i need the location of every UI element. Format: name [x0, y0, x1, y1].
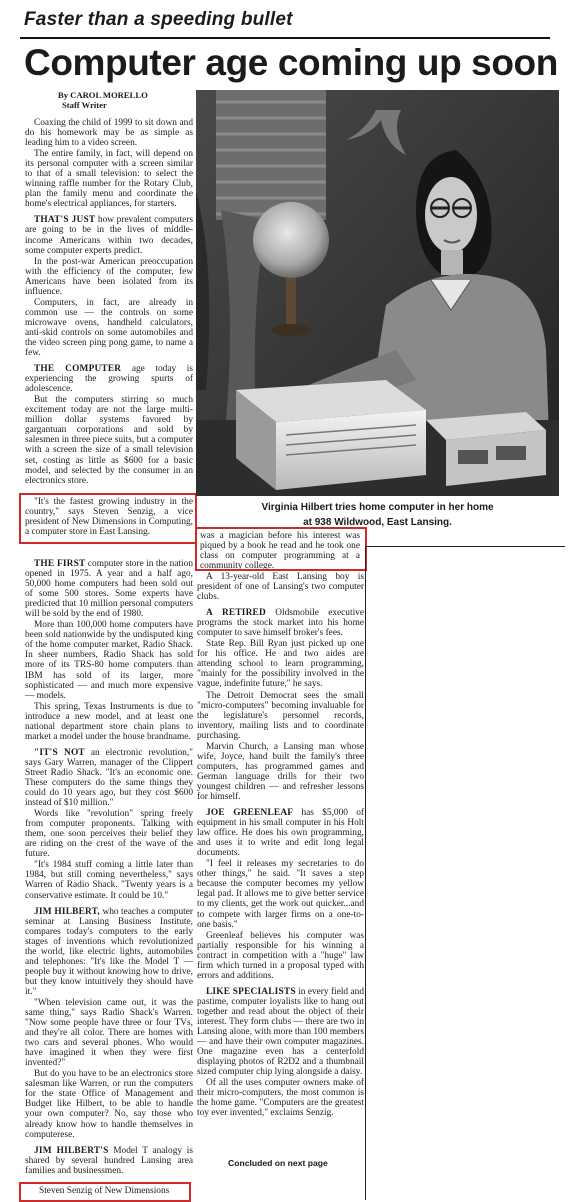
concluded-note: Concluded on next page: [228, 1158, 328, 1168]
headline: Computer age coming up soon: [24, 42, 558, 83]
paragraph-text: "It's 1984 stuff coming a little later than 1984, but still coming nevertheless," says Warren of Radio Shack. "Twenty years is a conservative estimate. It could be 10.": [25, 860, 193, 901]
paragraph: [25, 559, 193, 619]
paragraph: [25, 809, 193, 859]
paragraph-lead: THE COMPUTER: [34, 364, 122, 375]
paragraph-lead: A RETIRED: [206, 608, 266, 619]
paragraph: [197, 572, 364, 602]
divider-vertical: [365, 546, 366, 1200]
column-1: [25, 118, 193, 487]
paragraph: [197, 987, 364, 1077]
paragraph: [25, 1069, 193, 1139]
highlight-box-1: [19, 493, 197, 544]
paragraph: [25, 364, 193, 394]
highlighted-continuation-text: was a magician before his interest was piqued by a book he read and he took one class on computer programming at a community college.: [200, 531, 360, 572]
highlighted-line-text: Steven Senzig of New Dimensions: [39, 1186, 170, 1196]
paragraph-text: This spring, Texas Instruments is due to introduce a new model, and at least one national department store chain plans to market a model under the house brandname.: [25, 701, 193, 742]
paragraph: [25, 620, 193, 700]
paragraph-lead: THAT'S JUST: [34, 215, 96, 226]
paragraph-text: The Detroit Democrat sees the small "micro-computers" becoming invaluable for the legislature's personnel records, inventory, mailing lists and to coordinate purchasing.: [197, 690, 364, 741]
paragraph-lead: THE FIRST: [34, 559, 86, 569]
paragraph: [25, 149, 193, 209]
paragraph: [25, 395, 193, 485]
paragraph-lead: JOE GREENLEAF: [206, 808, 294, 819]
byline: [58, 90, 148, 110]
kicker: Faster than a speeding bullet: [24, 9, 293, 30]
paragraph: [25, 257, 193, 297]
paragraph: [197, 691, 364, 741]
highlighted-quote-text: "It's the fastest growing industry in the country," says Steven Senzig, a vice president of New Dimensions in Computing, a computer store in East Lansing.: [25, 497, 193, 538]
paragraph-text: an electronic revolution," says Gary Warren, manager of the Clippert Street Radio Shack. "It's an economic one. These computers do the same things they could do 10 years ago, but they cost $600 instead of $10 million.": [25, 747, 194, 809]
column-2: [25, 553, 193, 1177]
paragraph-text: State Rep. Bill Ryan just picked up one for his office. He and two aides are attending school to learn programming, "mainly for the possibility involved in the vague, indefinite future," he says.: [197, 639, 364, 690]
paragraph-text: A 13-year-old East Lansing boy is president of one of Lansing's two computer clubs.: [197, 572, 364, 603]
paragraph: [197, 742, 364, 802]
paragraph-text: Oldsmobile executive programs the stock market into his home computer to save himself broker's fees.: [197, 608, 364, 639]
paragraph-lead: LIKE SPECIALISTS: [206, 986, 296, 997]
photo: [196, 90, 559, 496]
paragraph-text: "I feel it releases my secretaries to do other things," he said. "It saves a step because the computer becomes my yellow legal pad. It allows me to give better service to my clients, get the work out quicker...and to compete with larger firms on a one-to-one basis.": [197, 859, 364, 930]
paragraph: [25, 215, 193, 255]
highlight-box-3: [195, 527, 367, 571]
photo-caption: [196, 500, 559, 530]
paragraph-lead: "IT'S NOT: [34, 747, 85, 758]
byline-author: By CAROL MORELLO: [58, 90, 148, 100]
paragraph: [25, 998, 193, 1068]
paragraph-text: Of all the uses computer owners make of their micro-computers, the most common is the home game. "Computers are the greatest toy ever invented," exclaims Senzig.: [197, 1078, 364, 1119]
paragraph: [197, 859, 364, 929]
paragraph-text: has $5,000 of equipment in his small computer in his Holt law office. He does his own programming, and uses it to write and edit long legal documents.: [197, 808, 364, 859]
paragraph-text: how prevalent computers are going to be in the lives of middle-income Americans within two decades, some computer experts predict.: [25, 215, 193, 256]
paragraph: [25, 748, 193, 808]
paragraph-text: More than 100,000 home computers have been sold nationwide by the undisputed king of the home computer market, Radio Shack. In sheer numbers, Radio Shack has sold more of its TRS-80 home computers than IBM has sold of its larger, more sophisticated — and much more expensive — models.: [25, 620, 193, 701]
paragraph: [25, 298, 193, 358]
paragraph-text: who teaches a computer seminar at Lansing Business Institute, compares today's computers to the early stages of inventions which revolutionized the world, like electric lights, automobiles and telephones: "It's like the Model T — people buy it without knowing how to drive, but they know intuitively they should have it.": [25, 906, 193, 997]
paragraph-lead: JIM HILBERT'S: [34, 1145, 109, 1156]
divider-horizontal: [365, 546, 565, 547]
kicker-rule: [20, 37, 550, 39]
paragraph: [25, 1146, 193, 1176]
paragraph: [25, 118, 193, 148]
paragraph-text: Marvin Church, a Lansing man whose wife, Joyce, hand built the family's three computers, has programmed games and German language drills for their two youngest children — and refresher lessons for himself.: [197, 741, 364, 802]
paragraph-text: Computers, in fact, are already in common use — the controls on some microwave ovens, handheld calculators, anti-skid controls on some automobiles and the video screen ping pong game, to name a few.: [25, 297, 193, 359]
paragraph-text: Coaxing the child of 1999 to sit down and do his homework may be as simple as leading him to a video screen.: [25, 118, 193, 149]
paragraph-text: computer store in the nation opened in 1975. A year and a half ago, 50,000 home computers had been sold out of some 500 stores. Some experts have predicted that 10 million personal computers will be sold by the end of 1980.: [25, 559, 193, 620]
paragraph-text: The entire family, in fact, will depend on its personal computer with a screen similar to that of a small television: to select the winning raffle number for the Rotary Club, plan the family menu and coordinate the home's electrical appliances, for starters.: [25, 149, 193, 210]
paragraph-text: in every field and pastime, computer loyalists like to hang out together and read about the object of their interest. They form clubs — there are two in Lansing alone, with more than 100 members — and have their own computer magazines. One magazine even has a centerfold displaying photos of R2D2 and a thumbnail sized computer chip lying alongside a daisy.: [197, 986, 364, 1078]
paragraph: [197, 1078, 364, 1118]
paragraph-text: But the computers stirring so much excitement today are not the large multi-million dollar systems favored by gargantuan corporations and sold by salesmen in three piece suits, but a computer with a screen the size of a small television set, costing as little as $600 for a basic model, and selected by the consumer in an electronics store.: [25, 395, 193, 486]
caption-line-1: Virginia Hilbert tries home computer in her home: [261, 502, 494, 513]
paragraph-text: Model T analogy is shared by several hundred Lansing area families and businessmen.: [25, 1145, 194, 1176]
paragraph-text: age today is experiencing the growing spurts of adolescence.: [25, 364, 193, 395]
paragraph: [197, 639, 364, 689]
paragraph: [25, 907, 193, 997]
paragraph-text: Words like "revolution" spring freely from computer proponents. Talking with them, one soon perceives their belief they are riding on the crest of the wave of the future.: [25, 809, 193, 860]
paragraph-lead: JIM HILBERT,: [34, 906, 100, 917]
paragraph: [25, 860, 193, 900]
paragraph: [197, 931, 364, 981]
caption-line-2: at 938 Wildwood, East Lansing.: [303, 517, 452, 528]
paragraph: [197, 608, 364, 638]
paragraph-text: But do you have to be an electronics store salesman like Warren, or run the computers for the state Office of Management and Budget like Hilbert, to be able to handle your own computer? No, say those who already know how to handle themselves in computerese.: [25, 1069, 193, 1140]
paragraph-text: Greenleaf believes his computer was partially responsible for his winning a contract in competition with a "huge" law firm which turned in a proposal typed with errors and additions.: [197, 930, 364, 981]
paragraph: [197, 808, 364, 858]
paragraph: [25, 702, 193, 742]
column-3: [197, 572, 364, 1119]
paragraph-text: "When television came out, it was the same thing," says Radio Shack's Warren. "Now some people have three or four TVs, and they're all color. There are homes with two cars and several phones. Who would have imagined it when they were first invented?": [25, 997, 193, 1069]
highlight-box-2: [19, 1182, 191, 1202]
paragraph-text: In the post-war American preoccupation with the efficiency of the computer, few Americans have been isolated from its influence.: [25, 256, 193, 297]
byline-role: Staff Writer: [62, 100, 107, 110]
photo-illustration: [196, 90, 559, 496]
